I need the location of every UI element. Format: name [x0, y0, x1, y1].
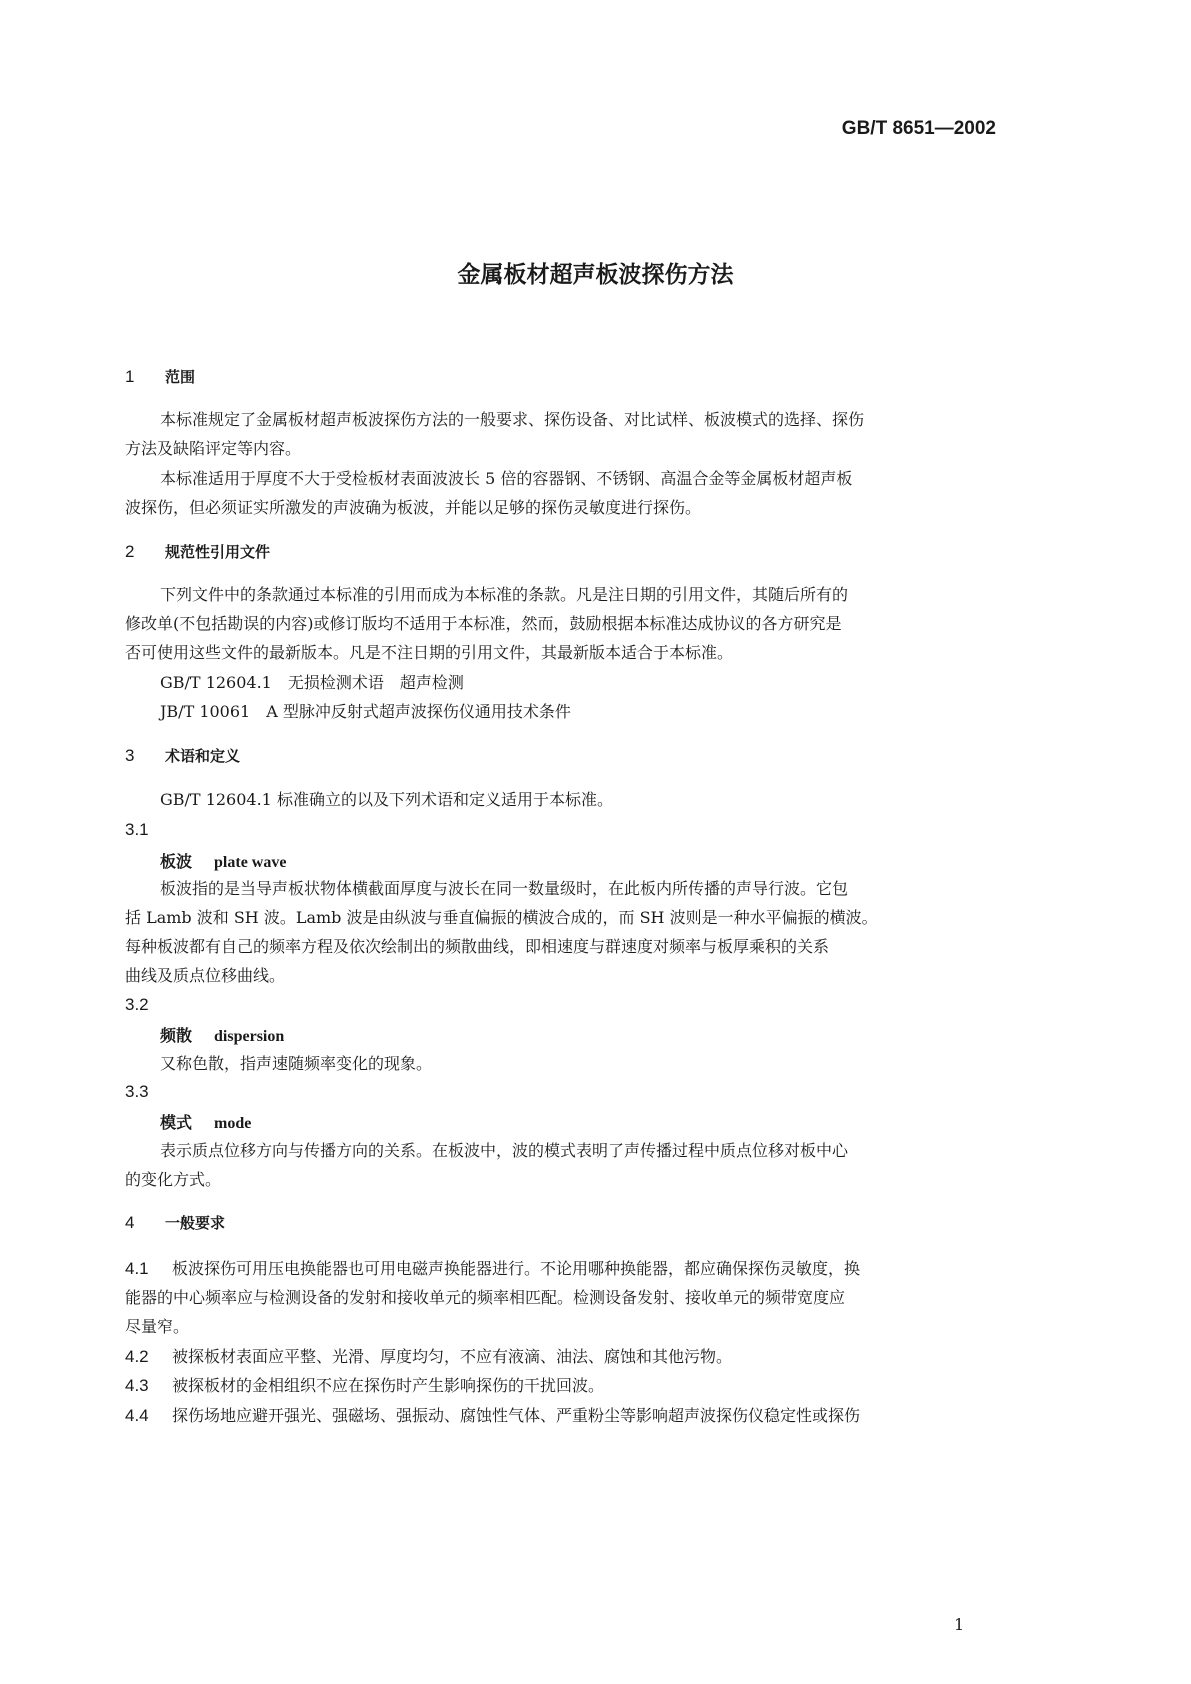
term-en: mode: [214, 1115, 252, 1132]
section-title: 一般要求: [165, 1214, 226, 1232]
text-line: 括 Lamb 波和 SH 波。Lamb 波是由纵波与垂直偏振的横波合成的，而 SH 波则是一种水平偏振的横波。: [125, 908, 878, 927]
clause-number: 4.4: [125, 1406, 149, 1425]
text-line: 板波探伤可用压电换能器也可用电磁声换能器进行。不论用哪种换能器，都应确保探伤灵敏度，换: [172, 1259, 861, 1278]
term-en: plate wave: [214, 854, 287, 871]
standard-code: GB/T 8651—2002: [841, 118, 996, 139]
page-number: 1: [954, 1615, 965, 1634]
term-plate-wave: [160, 849, 286, 872]
text-line: 探伤场地应避开强光、强磁场、强振动、腐蚀性气体、严重粉尘等影响超声波探伤仪稳定性或探伤: [172, 1406, 861, 1425]
reference-item: GB/T 12604.1 无损检测术语 超声检测: [160, 673, 464, 692]
section-number: 2: [125, 542, 135, 561]
clause-3-1-number: 3.1: [125, 820, 149, 839]
text-line: 本标准规定了金属板材超声板波探伤方法的一般要求、探伤设备、对比试样、板波模式的选择、探伤: [160, 410, 865, 429]
section-title: 规范性引用文件: [165, 543, 271, 561]
text-line: 尽量窄。: [125, 1317, 190, 1336]
term-dispersion: [160, 1023, 284, 1046]
text-line: 表示质点位移方向与传播方向的关系。在板波中，波的模式表明了声传播过程中质点位移对板中心: [160, 1141, 849, 1160]
page-title: 金属板材超声板波探伤方法: [457, 262, 734, 288]
section-number: 3: [125, 746, 135, 765]
clause-number: 4.1: [125, 1259, 149, 1278]
clause-number: 4.3: [125, 1376, 149, 1395]
section-4-heading: [125, 1212, 225, 1233]
text-line: 否可使用这些文件的最新版本。凡是不注日期的引用文件，其最新版本适合于本标准。: [125, 643, 734, 662]
term-zh: 板波: [160, 852, 193, 871]
reference-item: JB/T 10061 A 型脉冲反射式超声波探伤仪通用技术条件: [160, 702, 571, 721]
clause-3-3-number: 3.3: [125, 1082, 149, 1101]
text-line: 板波指的是当导声板状物体横截面厚度与波长在同一数量级时，在此板内所传播的声导行波。它包: [160, 879, 849, 898]
text-line: 被探板材的金相组织不应在探伤时产生影响探伤的干扰回波。: [172, 1376, 605, 1395]
text-line: 的变化方式。: [125, 1170, 222, 1189]
clause-3-2-number: 3.2: [125, 995, 149, 1014]
section-3-heading: [125, 745, 240, 766]
term-mode: [160, 1110, 251, 1133]
text-line: 被探板材表面应平整、光滑、厚度均匀，不应有液滴、油法、腐蚀和其他污物。: [172, 1347, 733, 1366]
term-zh: 模式: [160, 1113, 193, 1132]
text-line: 曲线及质点位移曲线。: [125, 966, 286, 985]
text-line: 修改单(不包括勘误的内容)或修订版均不适用于本标准，然而，鼓励根据本标准达成协议的各方研究是: [125, 614, 842, 633]
section-number: 4: [125, 1213, 135, 1232]
term-zh: 频散: [160, 1026, 193, 1045]
text-line: 每种板波都有自己的频率方程及依次绘制出的频散曲线，即相速度与群速度对频率与板厚乘积的关系: [125, 937, 830, 956]
text-line: 下列文件中的条款通过本标准的引用而成为本标准的条款。凡是注日期的引用文件，其随后所有的: [160, 585, 849, 604]
text-line: 本标准适用于厚度不大于受检板材表面波波长 5 倍的容器钢、不锈钢、高温合金等金属板材超声板: [160, 469, 853, 488]
section-1-heading: [125, 366, 195, 387]
section-title: 范围: [165, 368, 196, 386]
text-line: 方法及缺陷评定等内容。: [125, 439, 302, 458]
section-2-heading: [125, 541, 270, 562]
section-title: 术语和定义: [165, 747, 241, 765]
text-line: 又称色散，指声速随频率变化的现象。: [160, 1054, 433, 1073]
section-3-intro: GB/T 12604.1 标准确立的以及下列术语和定义适用于本标准。: [160, 790, 613, 809]
clause-number: 4.2: [125, 1347, 149, 1366]
text-line: 能器的中心频率应与检测设备的发射和接收单元的频率相匹配。检测设备发射、接收单元的频带宽度应: [125, 1288, 846, 1307]
section-number: 1: [125, 367, 135, 386]
term-en: dispersion: [214, 1028, 285, 1045]
text-line: 波探伤，但必须证实所激发的声波确为板波，并能以足够的探伤灵敏度进行探伤。: [125, 498, 702, 517]
